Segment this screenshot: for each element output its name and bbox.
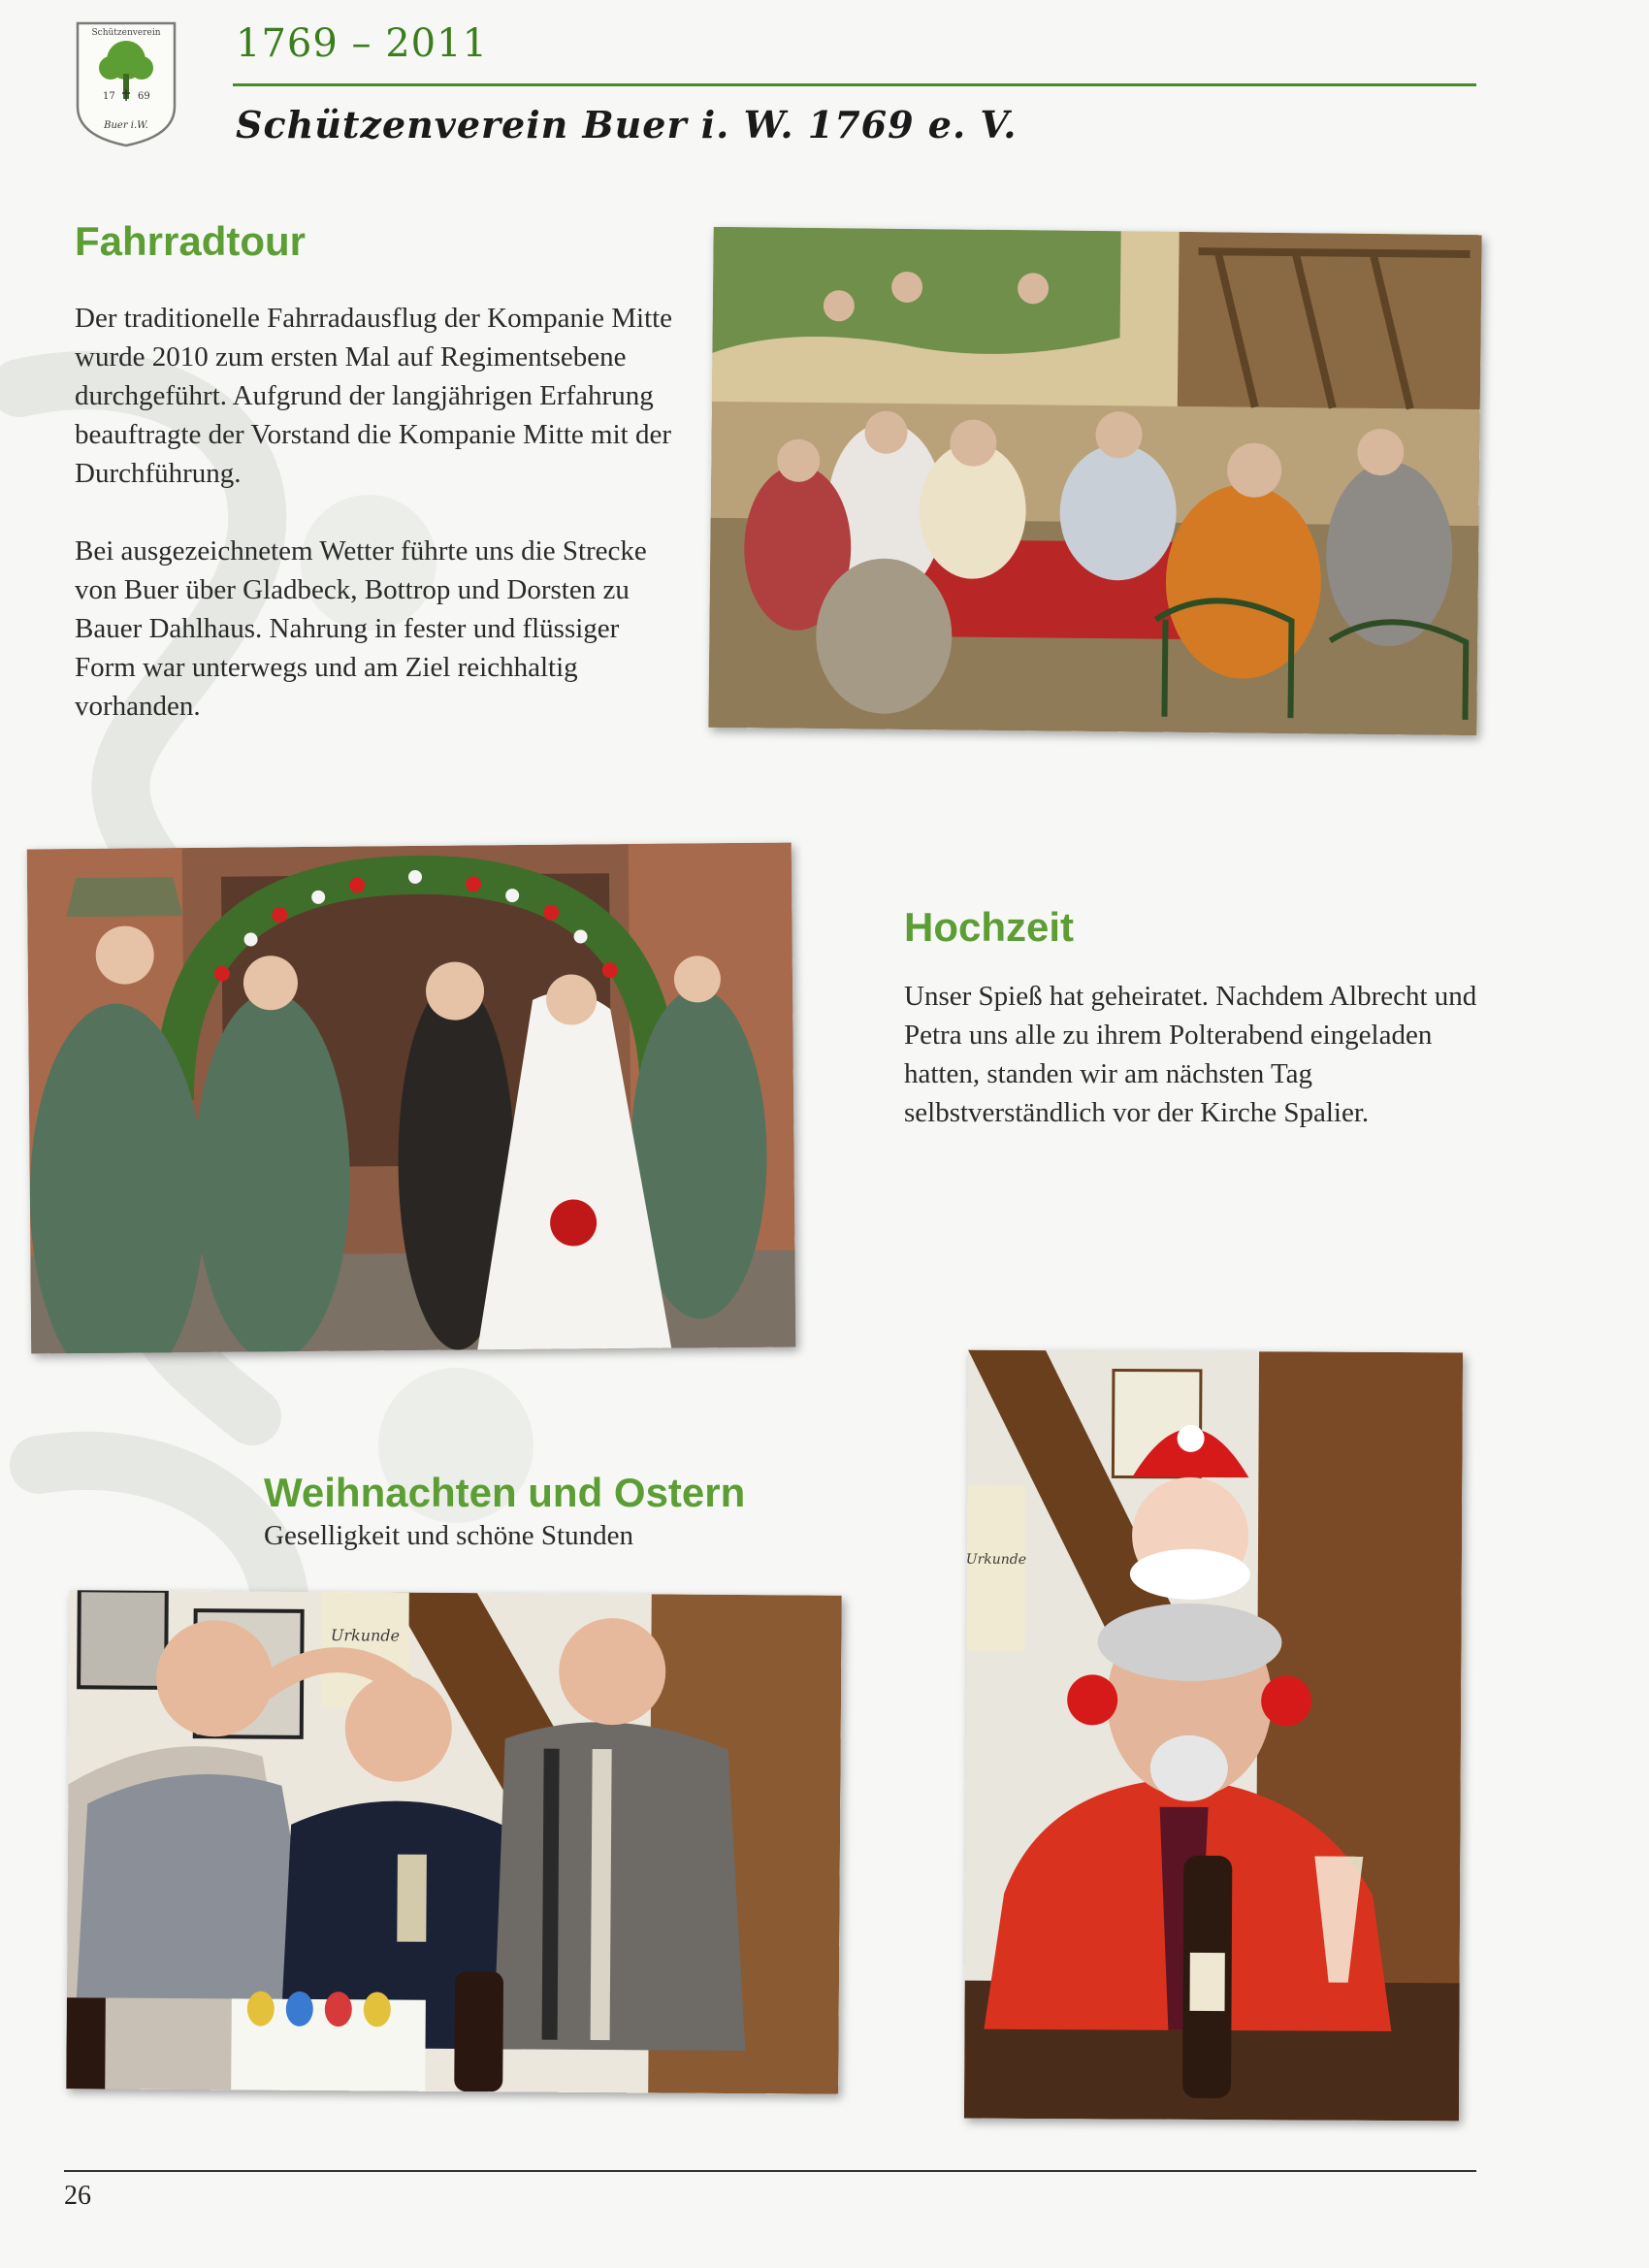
paragraph: Der traditionelle Fahrradausflug der Kompanie Mitte wurde 2010 zum ersten Mal auf Regimentsebene durchgeführt. Aufgrund der langjährigen Erfahrung beauftragte der Vorstand die Kompanie Mitte mit der Durchführung. [75,303,673,489]
paragraph: Bei ausgezeichnetem Wetter führte uns die Strecke von Buer über Gladbeck, Bottrop und Dorsten zu Bauer Dahlhaus. Nahrung in fester und flüssiger Form war unterwegs und am Ziel reichhaltig vorhanden. [75,535,647,722]
svg-text:Buer i.W.: Buer i.W. [104,120,148,131]
svg-text:17: 17 [103,91,115,102]
svg-text:Schützenverein: Schützenverein [91,28,161,38]
photo-three-men-easter-eggs [66,1590,842,2094]
header-rule [233,83,1476,86]
photo-man-with-santa-hat [964,1350,1463,2122]
section-title-weihnachten: Weihnachten und Ostern [264,1470,746,1515]
section-title-hochzeit: Hochzeit [904,904,1075,950]
svg-text:69: 69 [138,91,150,102]
paragraph: Unser Spieß hat geheiratet. Nachdem Albrecht und Petra uns alle zu ihrem Polterabend eingeladen hatten, standen wir am nächsten Tag selbstverständlich vor der Kirche Spalier. [904,981,1477,1128]
section-text-fahrradtour [75,299,686,764]
page-number: 26 [64,2181,91,2211]
section-title-fahrradtour: Fahrradtour [75,218,307,264]
footer-rule [64,2170,1476,2172]
club-crest-logo [74,19,178,149]
svg-text:Urkunde: Urkunde [965,1551,1027,1568]
section-text-hochzeit [904,977,1486,1171]
section-subtitle-weihnachten: Geselligkeit und schöne Stunden [264,1520,633,1551]
club-name: Schützenverein Buer i. W. 1769 e. V. [236,103,1018,146]
photo-fahrradtour-group-at-tables [708,227,1481,735]
svg-text:Urkunde: Urkunde [330,1626,401,1645]
photo-wedding-arch [27,843,796,1354]
header-years: 1769 – 2011 [236,21,489,66]
